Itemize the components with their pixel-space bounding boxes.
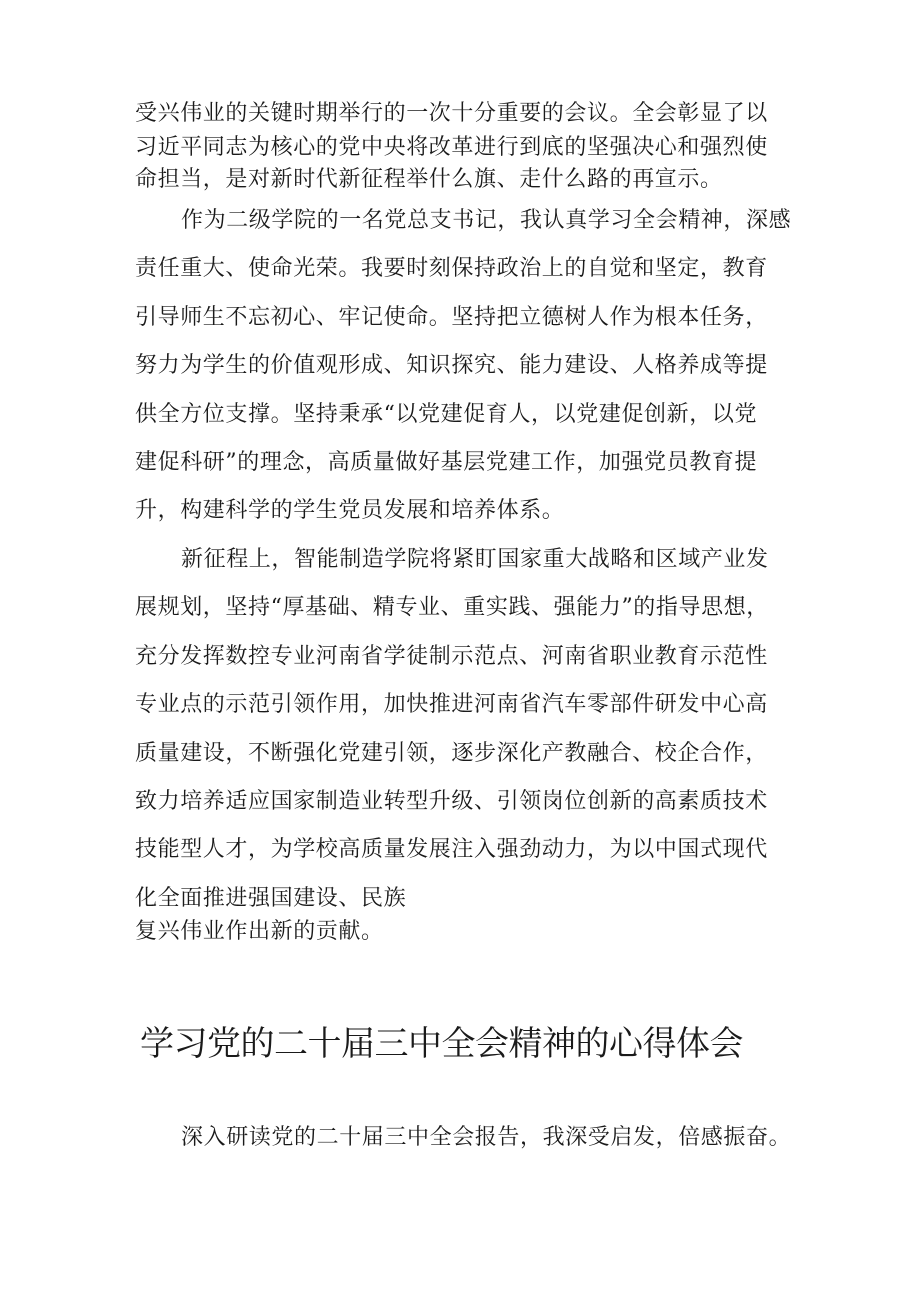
paragraph-2-line-1: 作为二级学院的一名党总支书记，我认真学习全会精神，深感 [181,208,792,233]
paragraph-1-line-2: 习近平同志为核心的党中央将改革进行到底的坚强决心和强烈使 [135,135,768,160]
paragraph-3-line-4: 专业点的示范引领作用，加快推进河南省汽车零部件研发中心高 [135,692,768,717]
paragraph-3-line-2: 展规划，坚持“厚基础、精专业、重实践、强能力”的指导思想， [135,595,769,620]
paragraph-3-line-7: 技能型人才，为学校高质量发展注入强劲动力，为以中国式现代 [135,837,768,862]
paragraph-1-line-1: 受兴伟业的关键时期举行的一次十分重要的会议。全会彰显了以 [135,101,768,126]
paragraph-3-line-8: 化全面推进强国建设、民族 [135,886,407,911]
paragraph-3-line-3: 充分发挥数控专业河南省学徒制示范点、河南省职业教育示范性 [135,644,768,669]
paragraph-2-line-2: 责任重大、使命光荣。我要时刻保持政治上的自觉和坚定，教育 [135,256,768,281]
paragraph-3-line-5: 质量建设，不断强化党建引领，逐步深化产教融合、校企合作， [135,741,768,766]
paragraph-2-line-5: 供全方位支撑。坚持秉承“以党建促育人，以党建促创新，以党 [135,402,758,427]
paragraph-2-line-7: 升，构建科学的学生党员发展和培养体系。 [135,498,565,523]
paragraph-3-line-9: 复兴伟业作出新的贡献。 [135,919,384,944]
paragraph-2-line-4: 努力为学生的价值观形成、知识探究、能力建设、人格养成等提 [135,353,768,378]
paragraph-3-line-6: 致力培养适应国家制造业转型升级、引领岗位创新的高素质技术 [135,789,768,814]
paragraph-2-line-3: 引导师生不忘初心、牢记使命。坚持把立德树人作为根本任务， [135,305,768,330]
section-heading: 学习党的二十届三中全会精神的心得体会 [140,1024,743,1064]
paragraph-2-line-6: 建促科研”的理念，高质量做好基层党建工作，加强党员教育提 [135,450,758,475]
paragraph-4-line-1: 深入研读党的二十届三中全会报告，我深受启发，倍感振奋。 [181,1125,792,1150]
paragraph-1-line-3: 命担当，是对新时代新征程举什么旗、走什么路的再宣示。 [135,167,723,192]
paragraph-3-line-1: 新征程上，智能制造学院将紧盯国家重大战略和区域产业发 [181,547,769,572]
